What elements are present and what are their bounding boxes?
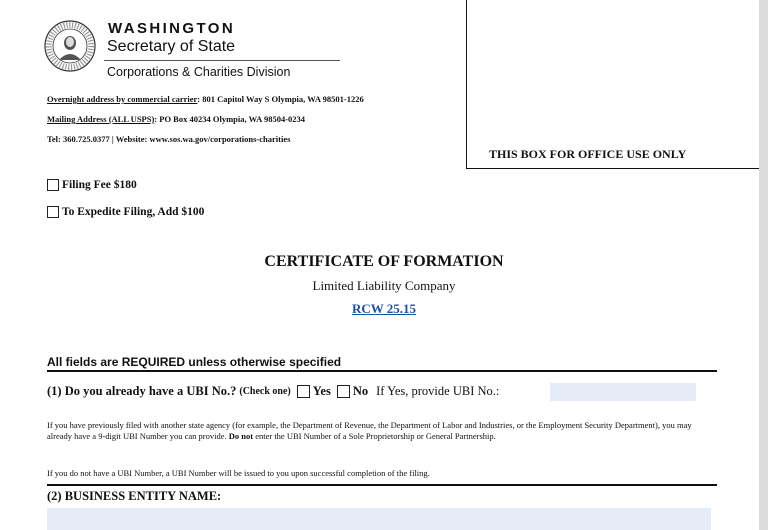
ubi-no-checkbox[interactable]	[337, 385, 350, 398]
ubi-question-label: (1) Do you already have a UBI No.?	[47, 384, 237, 398]
section-divider	[47, 370, 717, 372]
ubi-yes-checkbox[interactable]	[297, 385, 310, 398]
section-divider-2	[47, 484, 717, 486]
mailing-address-value: : PO Box 40234 Olympia, WA 98504-0234	[154, 114, 306, 124]
office-use-label: THIS BOX FOR OFFICE USE ONLY	[489, 147, 687, 161]
mailing-address-label: Mailing Address (ALL USPS)	[47, 114, 155, 124]
org-name: WASHINGTON	[108, 20, 236, 37]
ubi-question	[47, 384, 499, 399]
expedite-checkbox[interactable]	[47, 206, 59, 218]
overnight-address-value: : 801 Capitol Way S Olympia, WA 98501-1226	[197, 94, 364, 104]
ubi-instructions-emphasis: Do not	[228, 431, 254, 442]
ubi-number-field[interactable]	[550, 383, 696, 401]
expedite-label: To Expedite Filing, Add $100	[62, 206, 205, 218]
expedite-row	[47, 206, 204, 218]
overnight-address	[47, 94, 364, 104]
division-name: Corporations & Charities Division	[107, 65, 291, 79]
ubi-instructions-text-a: If you have previously filed with another state agency (for example, the Department of Revenue, the Department of Labor and Industries, or the Employment Security Department), you may already have a 9-digit UBI Number you can provide.	[47, 420, 692, 442]
filing-fee-checkbox[interactable]	[47, 179, 59, 191]
required-note: All fields are REQUIRED unless otherwise specified	[47, 355, 342, 369]
form-title: CERTIFICATE OF FORMATION	[264, 253, 504, 270]
filing-fee-label: Filing Fee $180	[62, 179, 137, 191]
ubi-issuance-note: If you do not have a UBI Number, a UBI Number will be issued to you upon successful completion of the filing.	[47, 468, 430, 478]
org-department: Secretary of State	[107, 38, 236, 55]
ubi-yes-label: Yes	[312, 384, 331, 398]
contact-info: Tel: 360.725.0377 | Website: www.sos.wa.gov/corporations-charities	[47, 134, 291, 144]
ubi-instructions	[47, 420, 707, 443]
ubi-instructions-text-b: enter the UBI Number of a Sole Proprietorship or General Partnership.	[253, 431, 496, 442]
header-divider	[104, 60, 340, 61]
filing-fee-row	[47, 179, 137, 191]
state-seal-icon	[44, 20, 96, 72]
viewer-scrollbar[interactable]	[759, 0, 768, 530]
mailing-address	[47, 114, 305, 124]
office-use-box	[466, 0, 767, 169]
form-subtitle: Limited Liability Company	[312, 278, 456, 293]
overnight-address-label: Overnight address by commercial carrier	[47, 94, 198, 104]
ubi-no-label: No	[352, 384, 369, 398]
rcw-link[interactable]: RCW 25.15	[351, 301, 417, 316]
business-name-label: (2) BUSINESS ENTITY NAME:	[47, 489, 222, 503]
business-name-field[interactable]	[47, 508, 711, 530]
ubi-if-yes-label: If Yes, provide UBI No.:	[376, 384, 500, 398]
check-one-note: (Check one)	[239, 386, 291, 397]
